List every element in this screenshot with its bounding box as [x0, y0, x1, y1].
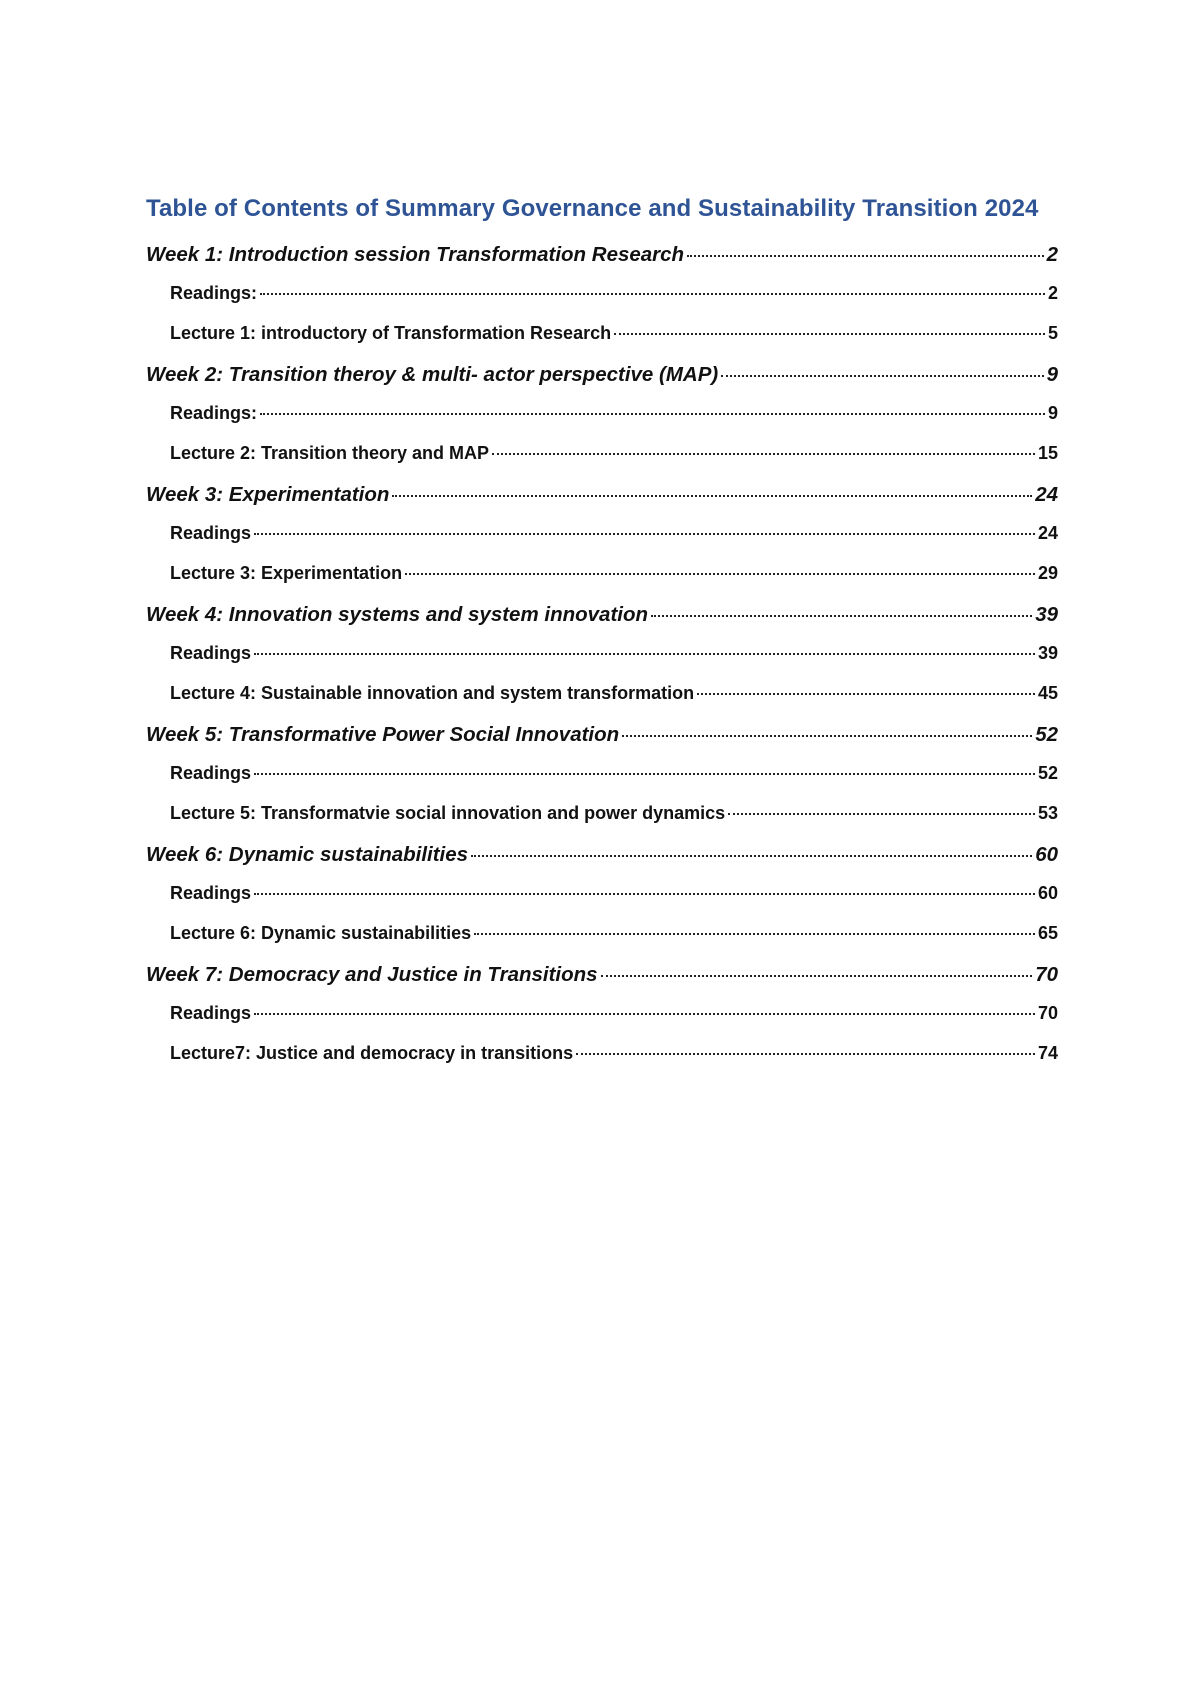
dot-leader: [687, 255, 1044, 257]
toc-week-entry[interactable]: [146, 837, 1058, 877]
toc-subentry[interactable]: [146, 997, 1058, 1037]
toc-subentry[interactable]: [146, 757, 1058, 797]
toc-entry-text: Readings: [170, 763, 252, 783]
toc-entry-text: Lecture 5: Transformatvie social innovation and power dynamics: [170, 803, 726, 823]
toc-page-number: 60: [1037, 883, 1058, 903]
toc-page-number: 45: [1037, 683, 1058, 703]
toc-week-entry[interactable]: [146, 237, 1058, 277]
toc-page-number: 5: [1047, 323, 1058, 343]
toc-subentry[interactable]: [146, 277, 1058, 317]
toc-page-number: 70: [1037, 1003, 1058, 1023]
toc-page-number: 2: [1046, 243, 1058, 266]
toc-entry-text: Week 6: Dynamic sustainabilities: [146, 843, 469, 866]
toc-entry-text: Week 7: Democracy and Justice in Transitions: [146, 963, 598, 986]
toc-entry-text: Lecture 2: Transition theory and MAP: [170, 443, 490, 463]
dot-leader: [254, 653, 1035, 655]
toc-entry-text: Readings:: [170, 403, 258, 423]
dot-leader: [254, 773, 1035, 775]
toc-page-number: 74: [1037, 1043, 1058, 1063]
toc-page-number: 9: [1047, 403, 1058, 423]
toc-page-number: 24: [1035, 483, 1058, 506]
dot-leader: [614, 333, 1045, 335]
toc-page-number: 60: [1035, 843, 1058, 866]
toc-entry-text: Week 5: Transformative Power Social Innovation: [146, 723, 620, 746]
toc-entry-text: Readings: [170, 1003, 252, 1023]
toc-subentry[interactable]: [146, 397, 1058, 437]
toc-subentry[interactable]: [146, 557, 1058, 597]
dot-leader: [492, 453, 1035, 455]
dot-leader: [254, 533, 1035, 535]
toc-entry-list: [146, 237, 1058, 1077]
dot-leader: [471, 855, 1032, 857]
toc-entry-text: Readings: [170, 643, 252, 663]
toc-page-number: 70: [1035, 963, 1058, 986]
toc-entry-text: Readings: [170, 883, 252, 903]
toc-entry-text: Lecture 6: Dynamic sustainabilities: [170, 923, 472, 943]
toc-page-number: 2: [1047, 283, 1058, 303]
toc-subentry[interactable]: [146, 637, 1058, 677]
toc-entry-text: Lecture7: Justice and democracy in transitions: [170, 1043, 574, 1063]
toc-page-number: 53: [1037, 803, 1058, 823]
table-of-contents: [146, 195, 1058, 1077]
toc-subentry[interactable]: [146, 797, 1058, 837]
dot-leader: [405, 573, 1035, 575]
dot-leader: [576, 1053, 1035, 1055]
dot-leader: [254, 893, 1035, 895]
toc-page-number: 65: [1037, 923, 1058, 943]
toc-subentry[interactable]: [146, 317, 1058, 357]
toc-entry-text: Lecture 1: introductory of Transformation Research: [170, 323, 612, 343]
toc-subentry[interactable]: [146, 917, 1058, 957]
toc-entry-text: Week 1: Introduction session Transformation Research: [146, 243, 685, 266]
toc-page-number: 52: [1035, 723, 1058, 746]
dot-leader: [260, 293, 1045, 295]
dot-leader: [721, 375, 1043, 377]
toc-page-number: 39: [1035, 603, 1058, 626]
toc-subentry[interactable]: [146, 877, 1058, 917]
dot-leader: [728, 813, 1035, 815]
toc-entry-text: Week 2: Transition theroy & multi- actor perspective (MAP): [146, 363, 719, 386]
dot-leader: [601, 975, 1033, 977]
toc-entry-text: Lecture 4: Sustainable innovation and system transformation: [170, 683, 695, 703]
toc-entry-text: Week 3: Experimentation: [146, 483, 390, 506]
toc-page-number: 39: [1037, 643, 1058, 663]
toc-page-number: 9: [1046, 363, 1058, 386]
toc-subentry[interactable]: [146, 517, 1058, 557]
toc-week-entry[interactable]: [146, 597, 1058, 637]
toc-page-number: 29: [1037, 563, 1058, 583]
toc-subentry[interactable]: [146, 1037, 1058, 1077]
dot-leader: [260, 413, 1045, 415]
dot-leader: [254, 1013, 1035, 1015]
toc-page-number: 15: [1037, 443, 1058, 463]
dot-leader: [474, 933, 1035, 935]
toc-week-entry[interactable]: [146, 477, 1058, 517]
toc-page-number: 52: [1037, 763, 1058, 783]
toc-subentry[interactable]: [146, 677, 1058, 717]
toc-week-entry[interactable]: [146, 717, 1058, 757]
toc-week-entry[interactable]: [146, 957, 1058, 997]
dot-leader: [651, 615, 1032, 617]
toc-page-number: 24: [1037, 523, 1058, 543]
toc-entry-text: Readings: [170, 523, 252, 543]
toc-entry-text: Readings:: [170, 283, 258, 303]
toc-week-entry[interactable]: [146, 357, 1058, 397]
dot-leader: [697, 693, 1035, 695]
dot-leader: [622, 735, 1032, 737]
toc-entry-text: Week 4: Innovation systems and system innovation: [146, 603, 649, 626]
toc-title: Table of Contents of Summary Governance and Sustainability Transition 2024: [146, 195, 1039, 222]
toc-entry-text: Lecture 3: Experimentation: [170, 563, 403, 583]
dot-leader: [392, 495, 1032, 497]
toc-subentry[interactable]: [146, 437, 1058, 477]
